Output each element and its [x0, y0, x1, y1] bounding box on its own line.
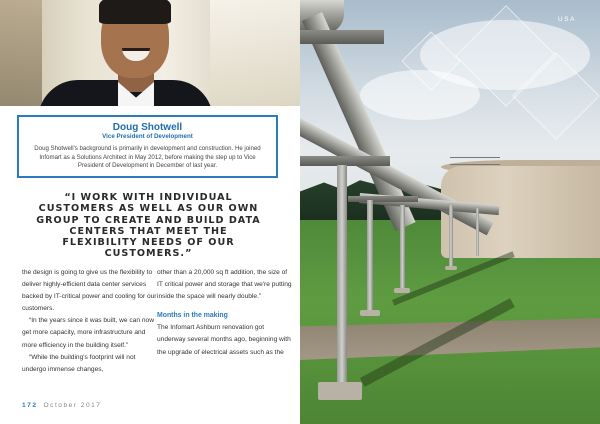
region-label: USA: [558, 16, 576, 23]
issue-date: October 2017: [43, 402, 102, 409]
bio-name: Doug Shotwell: [112, 122, 183, 133]
paragraph: “While the building's footprint will not undergo immense changes,: [22, 353, 136, 373]
paragraph: the design is going to give us the flexibility to deliver highly-efficient data center services backed by IT-critical power and cooling for our customers.: [22, 269, 157, 313]
bio-text: Doug Shotwell's background is primarily in development and construction. He joined Infomart as a Solutions Architect in May 2012, before making the step up to Vice President of Development in December of last year.: [34, 145, 261, 170]
portrait-photo: [0, 0, 300, 106]
page-number: 172: [22, 402, 38, 409]
body-column-2: [157, 267, 292, 359]
facility-photo: [300, 0, 600, 424]
pull-quote: “I WORK WITH INDIVIDUAL CUSTOMERS AS WELL AS OUR OWN GROUP TO CREATE AND BUILD DATA CENTERS THAT MEET THE FLEXIBILITY NEEDS OF OUR CUSTOMERS.”: [36, 192, 261, 260]
page-footer: [22, 402, 101, 409]
paragraph: The Infomart Ashburn renovation got underway several months ago, beginning with the upgrade of electrical assets such as the: [157, 324, 291, 356]
section-subhead: Months in the making: [157, 312, 228, 320]
paragraph: other than a 20,000 sq ft addition, the size of IT critical power and storage that we're putting inside the space will nearly double.”: [157, 269, 292, 301]
bio-box: [17, 115, 278, 178]
body-column-1: [22, 267, 157, 376]
paragraph: “In the years since it was built, we can now get more capacity, more infrastructure and more efficiency in the building itself.”: [22, 317, 154, 349]
bio-title: Vice President of Development: [102, 133, 193, 140]
